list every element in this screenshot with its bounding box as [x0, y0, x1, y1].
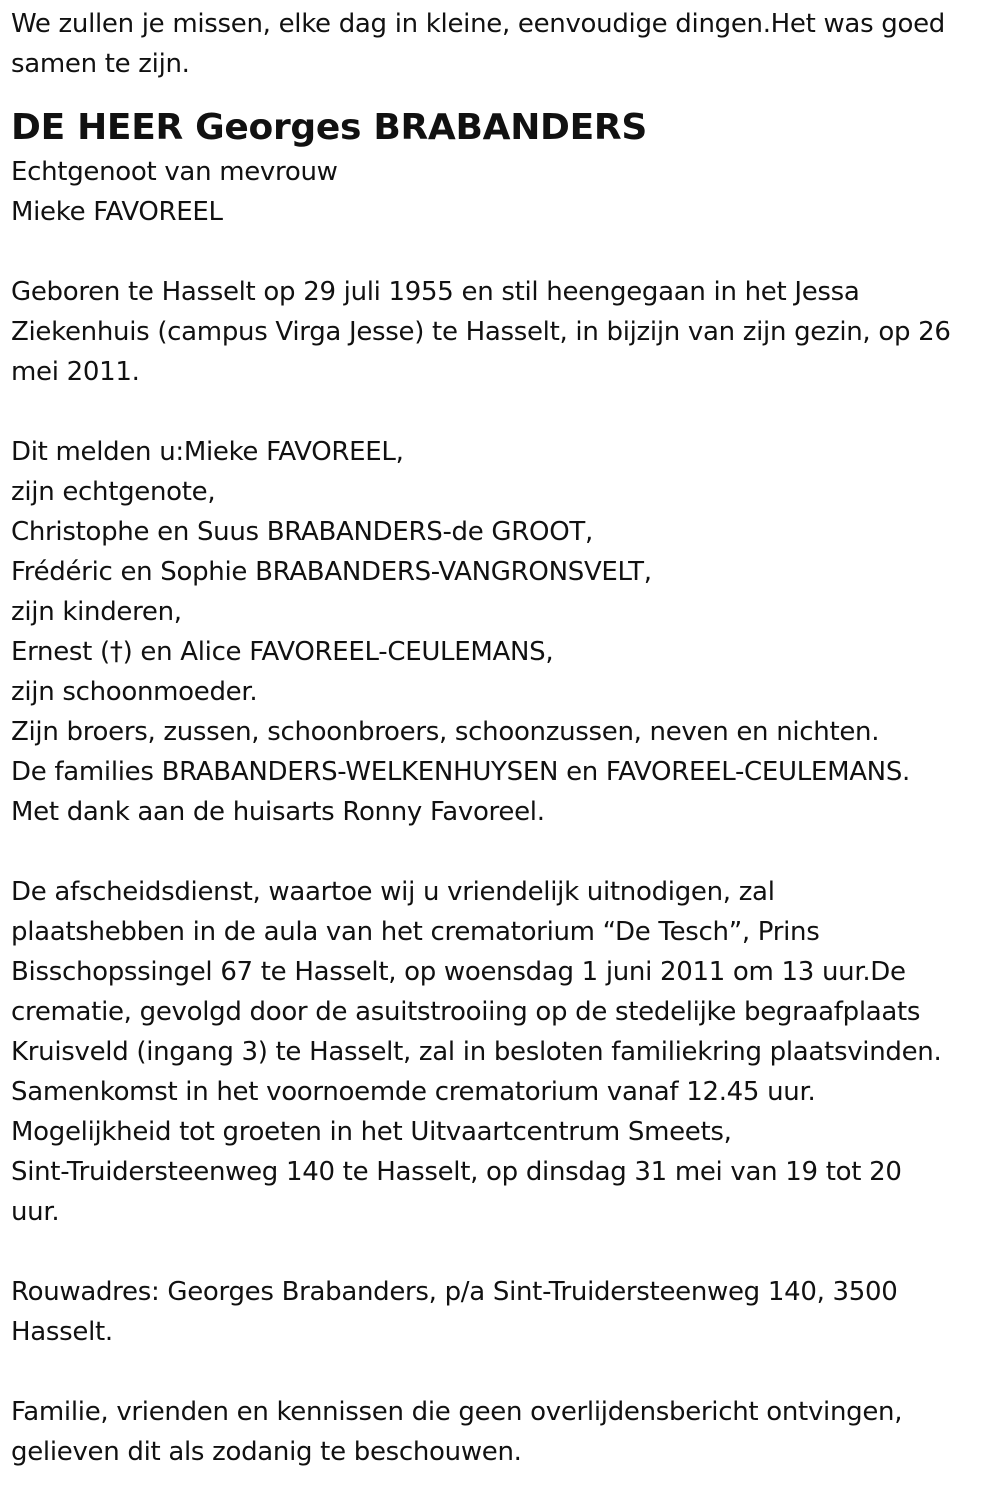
spouse-line: Echtgenoot van mevrouw	[11, 157, 338, 187]
service-line: De afscheidsdienst, waartoe wij u vriendelijk uitnodigen, zal	[11, 877, 775, 907]
family-line: zijn echtgenote,	[11, 477, 216, 507]
family-line: De families BRABANDERS-WELKENHUYSEN en FAVOREEL-CEULEMANS.	[11, 757, 910, 787]
closing-line: gelieven dit als zodanig te beschouwen.	[11, 1437, 522, 1467]
service-line: Bisschopssingel 67 te Hasselt, op woensdag 1 juni 2011 om 13 uur.De	[11, 957, 906, 987]
family-line: Frédéric en Sophie BRABANDERS-VANGRONSVELT,	[11, 557, 652, 587]
obituary-title: DE HEER Georges BRABANDERS	[11, 107, 647, 148]
family-line: Dit melden u:Mieke FAVOREEL,	[11, 437, 404, 467]
paragraph-gap	[11, 1232, 989, 1272]
birth-paragraph	[11, 272, 989, 392]
service-line: crematie, gevolgd door de asuitstrooiing op de stedelijke begraafplaats	[11, 997, 921, 1027]
family-line: Met dank aan de huisarts Ronny Favoreel.	[11, 797, 545, 827]
closing-paragraph	[11, 1392, 989, 1472]
service-paragraph	[11, 872, 989, 1232]
intro-paragraph	[11, 4, 989, 84]
paragraph-gap	[11, 1352, 989, 1392]
paragraph-gap	[11, 232, 989, 272]
service-line: Kruisveld (ingang 3) te Hasselt, zal in besloten familiekring plaatsvinden.	[11, 1037, 942, 1067]
family-line: Christophe en Suus BRABANDERS-de GROOT,	[11, 517, 593, 547]
spouse-paragraph	[11, 152, 989, 232]
service-line: plaatshebben in de aula van het crematorium “De Tesch”, Prins	[11, 917, 820, 947]
paragraph-gap	[11, 392, 989, 432]
family-line: Ernest (†) en Alice FAVOREEL-CEULEMANS,	[11, 637, 554, 667]
family-line: zijn schoonmoeder.	[11, 677, 258, 707]
closing-line: Familie, vrienden en kennissen die geen overlijdensbericht ontvingen,	[11, 1397, 903, 1427]
family-line: zijn kinderen,	[11, 597, 182, 627]
service-line: Samenkomst in het voornoemde crematorium vanaf 12.45 uur.	[11, 1077, 816, 1107]
family-line: Zijn broers, zussen, schoonbroers, schoonzussen, neven en nichten.	[11, 717, 880, 747]
spouse-line: Mieke FAVOREEL	[11, 197, 223, 227]
intro-line: samen te zijn.	[11, 49, 190, 79]
address-paragraph	[11, 1272, 989, 1352]
intro-line: We zullen je missen, elke dag in kleine, eenvoudige dingen.Het was goed	[11, 9, 945, 39]
birth-line: Geboren te Hasselt op 29 juli 1955 en stil heengegaan in het Jessa	[11, 277, 860, 307]
service-line: uur.	[11, 1197, 60, 1227]
birth-line: mei 2011.	[11, 357, 140, 387]
family-paragraph	[11, 432, 989, 832]
birth-line: Ziekenhuis (campus Virga Jesse) te Hasselt, in bijzijn van zijn gezin, op 26	[11, 317, 951, 347]
service-line: Mogelijkheid tot groeten in het Uitvaartcentrum Smeets,	[11, 1117, 732, 1147]
address-line: Rouwadres: Georges Brabanders, p/a Sint-Truidersteenweg 140, 3500	[11, 1277, 898, 1307]
address-line: Hasselt.	[11, 1317, 113, 1347]
service-line: Sint-Truidersteenweg 140 te Hasselt, op dinsdag 31 mei van 19 tot 20	[11, 1157, 902, 1187]
paragraph-gap	[11, 832, 989, 872]
